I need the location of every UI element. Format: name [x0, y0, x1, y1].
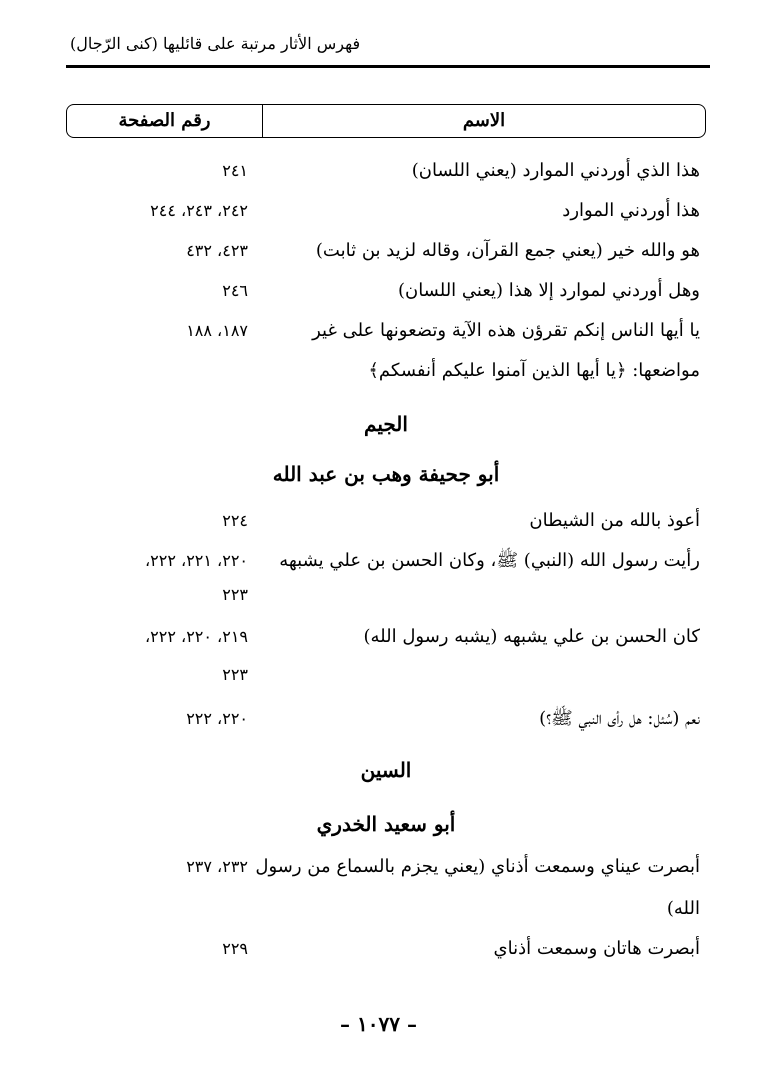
- index-row: [66, 276, 706, 306]
- entry-pages: ٢٢٠، ٢٢١، ٢٢٢،: [144, 551, 248, 570]
- entry-text: هو والله خير (يعني جمع القرآن، وقاله لزيد بن ثابت): [315, 240, 700, 261]
- entry-text: نعم (سُئل: هل رأى النبي ﷺ؟): [539, 708, 700, 729]
- index-row: [66, 894, 706, 924]
- index-row: [66, 156, 706, 186]
- entry-pages: ٢٢٣: [222, 585, 248, 604]
- entry-text: كان الحسن بن علي يشبهه (يشبه رسول الله): [363, 626, 700, 647]
- entry-text: هذا الذي أوردني الموارد (يعني اللسان): [411, 160, 700, 181]
- index-row: [66, 580, 706, 610]
- section-letter-heading: السين: [360, 758, 412, 782]
- entry-text: وهل أوردني لموارد إلا هذا (يعني اللسان): [397, 280, 700, 301]
- entry-text: أبصرت هاتان وسمعت أذناي: [493, 938, 700, 959]
- entry-text: أعوذ بالله من الشيطان: [529, 510, 700, 531]
- entry-pages: ٢٣٢، ٢٣٧: [186, 857, 248, 876]
- entry-pages: ٢٢٠، ٢٢٢: [186, 709, 248, 728]
- entry-pages: ٢٤٦: [222, 281, 248, 300]
- entry-text: رأيت رسول الله (النبي) ﷺ، وكان الحسن بن علي يشبهه: [279, 550, 700, 571]
- page-column-header: رقم الصفحة: [67, 105, 263, 137]
- narrator-heading: أبو سعيد الخدري: [316, 812, 456, 836]
- entry-pages: ٢٢٩: [222, 939, 248, 958]
- entry-pages: ٢٤١: [222, 161, 248, 180]
- entry-text: مواضعها: ﴿يا أيها الذين آمنوا عليكم أنفسكم﴾: [368, 360, 700, 381]
- header-rule: [66, 65, 710, 68]
- name-column-header: الاسم: [462, 110, 506, 131]
- table-header: [66, 104, 706, 138]
- section-letter-heading: الجيم: [364, 412, 408, 436]
- index-row: [66, 506, 706, 536]
- index-row: [66, 316, 706, 346]
- running-title: فهرس الأثار مرتبة على قائليها (كنى الرّجال): [70, 34, 361, 53]
- narrator-heading: أبو جحيفة وهب بن عبد الله: [272, 462, 500, 486]
- index-row: [66, 660, 706, 690]
- entry-text: يا أيها الناس إنكم تقرؤن هذه الآية وتضعونها على غير: [312, 320, 700, 341]
- entry-pages: ٢٢٤: [222, 511, 248, 530]
- page-number: – ١٠٧٧ –: [340, 1012, 417, 1036]
- index-row: [66, 356, 706, 386]
- index-row: [66, 704, 706, 734]
- entry-pages: ٢٤٢، ٢٤٣، ٢٤٤: [150, 201, 248, 220]
- entry-text: أبصرت عيناي وسمعت أذناي (يعني يجزم بالسماع من رسول: [255, 856, 700, 877]
- entry-pages: ٤٢٣، ٤٣٢: [186, 241, 248, 260]
- index-row: [66, 852, 706, 882]
- index-row: [66, 622, 706, 652]
- entry-pages: ٢١٩، ٢٢٠، ٢٢٢،: [144, 627, 248, 646]
- entry-text: هذا أوردني الموارد: [562, 200, 700, 221]
- index-row: [66, 546, 706, 576]
- entry-pages: ١٨٧، ١٨٨: [186, 321, 248, 340]
- index-row: [66, 236, 706, 266]
- index-row: [66, 196, 706, 226]
- entry-text: الله): [666, 898, 700, 919]
- index-row: [66, 934, 706, 964]
- entry-pages: ٢٢٣: [222, 665, 248, 684]
